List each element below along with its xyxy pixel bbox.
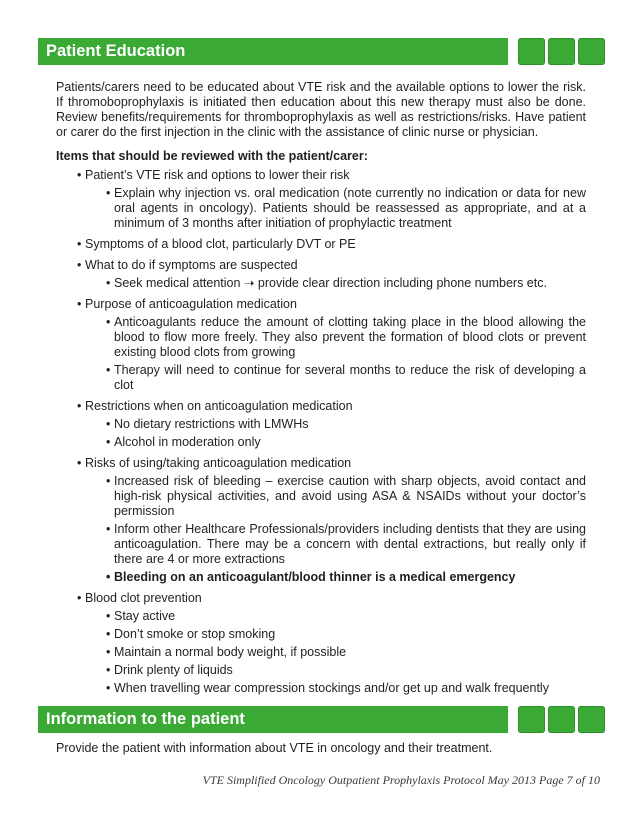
decorative-square — [578, 706, 605, 733]
decorative-square — [578, 38, 605, 65]
list-item: • Purpose of anticoagulation medication • Anticoagulants reduce the amount of clotting taking place in the blood allowing the blood to flow more freely. They also prevent the formation of blood clots or prevent existing blood clots from growing • Therapy will need to continue for several months to reduce the risk of developing a clot — [56, 297, 586, 393]
decorative-square — [548, 706, 575, 733]
information-paragraph: Provide the patient with information about VTE in oncology and their treatment. — [56, 741, 493, 755]
decorative-square — [548, 38, 575, 65]
decorative-square — [518, 38, 545, 65]
intro-paragraph: Patients/carers need to be educated about VTE risk and the available options to lower the risk. If thromoboprophylaxis is initiated then education about this new therapy must also be done. Review benefits/requirements for thromboprophylaxis as well as restrictions/risks. Have patient or carer do the first injection in the clinic with the assistance of clinic nurse or physician. — [56, 80, 586, 139]
list-item: • What to do if symptoms are suspected • Seek medical attention ➝ provide clear direction including phone numbers etc. — [56, 258, 586, 291]
sub-list-item: • Therapy will need to continue for several months to reduce the risk of developing a clot — [56, 363, 586, 393]
sub-list-item: • Don’t smoke or stop smoking — [56, 627, 586, 642]
list-item: • Blood clot prevention • Stay active • Don’t smoke or stop smoking • Maintain a normal body weight, if possible • Drink plenty of liquids • When travelling wear compression stockings and/or get up and walk frequently — [56, 591, 586, 696]
section-title: Patient Education — [38, 38, 508, 65]
sub-list-item: • Maintain a normal body weight, if possible — [56, 645, 586, 660]
sub-list-item: • No dietary restrictions with LMWHs — [56, 417, 586, 432]
decorative-square — [518, 706, 545, 733]
page-footer: VTE Simplified Oncology Outpatient Prophylaxis Protocol May 2013 Page 7 of 10 — [202, 773, 600, 787]
sub-list-item: • Explain why injection vs. oral medication (note currently no indication or data for new oral agents in oncology). Patients should be reassessed as appropriate, and at a minimum of 3 months after initiation of prophylactic treatment — [56, 186, 586, 231]
section-title: Information to the patient — [38, 706, 508, 733]
sub-list-item: • Anticoagulants reduce the amount of clotting taking place in the blood allowing the blood to flow more freely. They also prevent the formation of blood clots or prevent existing blood clots from growing — [56, 315, 586, 360]
sub-list-item: • Inform other Healthcare Professionals/providers including dentists that they are using anticoagulation. There may be a concern with dental extractions, but really only if there are 4 or more extractions — [56, 522, 586, 567]
sub-list-item: • Stay active — [56, 609, 586, 624]
section-header-information-to-patient — [38, 706, 600, 733]
sub-list-item: • When travelling wear compression stockings and/or get up and walk frequently — [56, 681, 586, 696]
sub-list-item: • Drink plenty of liquids — [56, 663, 586, 678]
review-items-heading: Items that should be reviewed with the patient/carer: — [56, 149, 368, 163]
list-item: • Patient’s VTE risk and options to lower their risk • Explain why injection vs. oral medication (note currently no indication or data for new oral agents in oncology). Patients should be reassessed as appropriate, and at a minimum of 3 months after initiation of prophylactic treatment — [56, 168, 586, 231]
emergency-warning: • Bleeding on an anticoagulant/blood thinner is a medical emergency — [56, 570, 586, 585]
sub-list-item: • Seek medical attention ➝ provide clear direction including phone numbers etc. — [56, 276, 586, 291]
list-item: • Symptoms of a blood clot, particularly DVT or PE — [56, 237, 586, 252]
sub-list-item: • Alcohol in moderation only — [56, 435, 586, 450]
patient-education-content — [56, 80, 586, 696]
section-header-patient-education — [38, 38, 600, 65]
list-item: • Restrictions when on anticoagulation medication • No dietary restrictions with LMWHs • Alcohol in moderation only — [56, 399, 586, 450]
sub-list-item: • Increased risk of bleeding – exercise caution with sharp objects, avoid contact and high-risk physical activities, and avoid using ASA & NSAIDs without your doctor’s permission — [56, 474, 586, 519]
list-item: • Risks of using/taking anticoagulation medication • Increased risk of bleeding – exercise caution with sharp objects, avoid contact and high-risk physical activities, and avoid using ASA & NSAIDs without your doctor’s permission • Inform other Healthcare Professionals/providers including dentists that they are using anticoagulation. There may be a concern with dental extractions, but really only if there are 4 or more extractions • Bleeding on an anticoagulant/blood thinner is a medical emergency — [56, 456, 586, 585]
